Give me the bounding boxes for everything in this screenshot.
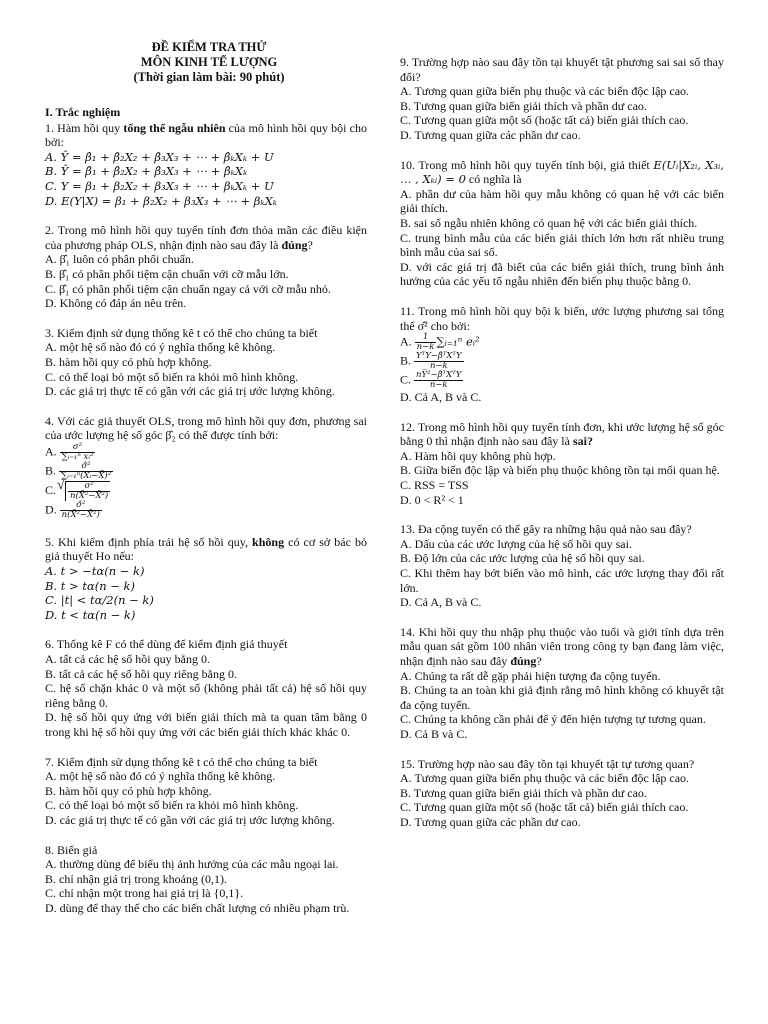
option-d: D. E(Y|X) = β₁ + β₂X₂ + β₃X₃ + ⋯ + βₖXₖ [45, 193, 277, 208]
question-3 [45, 326, 367, 399]
stem-text: 2. Trong mô hình hồi quy tuyến tính đơn thỏa mãn các điều kiện của phương pháp OLS, nhận định nào sau đây là [45, 223, 367, 252]
option-c: C. β̂₁ có phân phối tiệm cận chuẩn ngay cả với cỡ mẫu nhỏ. [45, 281, 331, 296]
option-b [45, 462, 367, 481]
option-d: D. Tương quan giữa các phần dư cao. [400, 814, 581, 829]
option-a: A. tất cả các hệ số hồi quy bằng 0. [45, 652, 210, 667]
denominator: ∑ᵢ₌₁ⁿ xᵢ² [61, 451, 94, 462]
stem-text: 5. Khi kiểm định phía trái hệ số hồi quy, [45, 534, 253, 549]
option-d: D. 0 < R² < 1 [400, 492, 464, 507]
option-c: C. có thể loại bỏ một số biến ra khỏi mô hình không. [45, 798, 299, 813]
option-b: B. Độ lớn của các ước lượng của hệ số hồi quy sai. [400, 551, 645, 566]
question-stem [45, 535, 367, 564]
option-c: C. RSS = TSS [400, 478, 469, 493]
option-c: C. trung bình mẫu của các biến giải thích lớn hơn rất nhiều trung bình mẫu của sai số. [400, 230, 724, 260]
option-a: A. t > −tα(n − k) [45, 564, 145, 579]
option-d: D. dùng để thay thế cho các biến chất lượng có nhiều phạm trù. [45, 900, 350, 915]
option-d: D. Cả B và C. [400, 726, 468, 741]
option-b: B. t > tα(n − k) [45, 578, 136, 593]
square-root [65, 481, 110, 501]
question-14 [400, 625, 724, 742]
option-d: D. các giá trị thực tế có gần với các giá trị ước lượng không. [45, 384, 335, 399]
option-a: A. Chúng ta rất dễ gặp phải hiện tượng đa cộng tuyến. [400, 668, 661, 683]
option-label: C. [45, 482, 57, 497]
question-4 [45, 414, 367, 520]
fraction [414, 352, 464, 371]
option-d: D. Cả A, B và C. [400, 390, 482, 405]
question-stem: 13. Đa cộng tuyến có thể gây ra những hậu quả nào sau đây? [400, 522, 692, 537]
fraction [415, 333, 437, 352]
question-6 [45, 637, 367, 739]
option-label: B. [45, 463, 57, 478]
option-a: A. β̂₁ luôn có phân phối chuẩn. [45, 252, 194, 267]
stem-emphasis: không [252, 534, 285, 549]
option-label: A. [45, 444, 57, 459]
stem-formula: E(Uᵢ|X₂ᵢ, X₃ᵢ, … , Xₖᵢ) = 0 [400, 157, 725, 187]
stem-emphasis: đúng [281, 237, 308, 252]
question-stem: 3. Kiểm định sử dụng thống kê t có thể cho chúng ta biết [45, 325, 318, 340]
denominator: n−k [416, 342, 435, 353]
option-a: A. thường dùng để biểu thị ảnh hưởng của các mẫu ngoại lai. [45, 857, 339, 872]
stem-text: có cơ sở bác bỏ giả thuyết Ho nếu: [45, 534, 367, 564]
option-c: C. Khi thêm hay bớt biến vào mô hình, các ước lượng thay đổi rất lớn. [400, 566, 724, 595]
question-13 [400, 522, 724, 610]
question-5 [45, 535, 367, 623]
option-b: B. hàm hồi quy có phù hợp không. [45, 783, 212, 798]
option-c [400, 371, 724, 390]
question-stem: 11. Trong mô hình hồi quy bội k biến, ước lượng phương sai tổng thể σ̂² cho bởi: [400, 303, 724, 333]
stem-emphasis: đúng [510, 654, 537, 668]
fraction [59, 462, 113, 481]
summation: ∑ᵢ₌₁ⁿ eᵢ² [436, 334, 480, 349]
stem-text: 14. Khi hồi quy thu nhập phụ thuộc vào tuổi và giới tính dựa trên mẫu quan sát gồm 100 nhân viên trong công ty bạn đang làm việc, nhận định nào sau đây [400, 624, 724, 668]
option-d: D. với các giá trị đã biết của các biến giải thích, trung bình ảnh hưởng của các yếu tố ngẫu nhiên đến biến phụ thuộc bằng 0. [400, 259, 724, 289]
stem-text: ? [307, 237, 313, 252]
denominator: n−k [414, 361, 464, 371]
option-b: B. sai số ngẫu nhiên không có quan hệ với các biến giải thích. [400, 215, 698, 230]
stem-emphasis: tổng thể ngẫu nhiên [123, 120, 226, 135]
option-b: B. chỉ nhận giá trị trong khoảng (0,1). [45, 871, 227, 886]
option-d: D. Tương quan giữa các phần dư cao. [400, 127, 581, 142]
option-d: D. các giá trị thực tế có gần với các giá trị ước lượng không. [45, 812, 335, 827]
option-label: C. [400, 372, 412, 387]
option-a: A. Ŷ = β̂₁ + β̂₂X₂ + β̂₃X₃ + ⋯ + β̂ₖXₖ + U [45, 149, 274, 164]
option-a [400, 333, 724, 352]
question-8 [45, 843, 367, 916]
option-d: D. hệ số hồi quy ứng với biến giải thích mà ta quan tâm bằng 0 trong khi hệ số hồi quy ứng với các biến giải thích khác khác 0. [45, 710, 367, 739]
question-9 [400, 55, 724, 143]
denominator: n(X̄²−X̄²) [70, 490, 109, 501]
option-c: C. có thể loại bỏ một số biến ra khỏi mô hình không. [45, 369, 299, 384]
numerator: σ² [72, 441, 83, 452]
option-c: C. Y = β₁ + β₂X₂ + β₃X₃ + ⋯ + βₖXₖ + U [45, 178, 274, 193]
right-column [400, 55, 724, 845]
question-stem [45, 121, 367, 150]
option-c: C. chỉ nhận một trong hai giá trị là {0,1}. [45, 886, 244, 901]
option-d: D. Không có đáp án nêu trên. [45, 296, 187, 311]
section-title: I. Trắc nghiệm [45, 105, 121, 119]
exam-subject: MÔN KINH TẾ LƯỢNG [140, 55, 278, 69]
numerator: YᵀY−β̂ᵀXᵀY [416, 351, 462, 362]
option-a: A. Tương quan giữa biến phụ thuộc và các biến độc lập cao. [400, 84, 690, 99]
exam-duration: (Thời gian làm bài: 90 phút) [133, 70, 285, 84]
option-b [400, 352, 724, 371]
fraction [60, 501, 102, 520]
question-stem: 15. Trường hợp nào sau đây tồn tại khuyết tật tự tương quan? [400, 756, 695, 771]
question-7 [45, 755, 367, 828]
fraction [68, 482, 110, 501]
option-b: B. β̂₁ có phân phối tiệm cận chuẩn với cỡ mẫu lớn. [45, 266, 289, 281]
numerator: 1 [422, 332, 429, 343]
option-b: B. Chúng ta an toàn khi giả định rằng mô hình không có khuyết tật đa cộng tuyến. [400, 683, 724, 712]
numerator: √ σ² [84, 480, 94, 491]
question-stem: 8. Biến giả [45, 842, 98, 857]
option-c: C. Tương quan giữa một số (hoặc tất cả) biến giải thích cao. [400, 113, 689, 128]
fraction [60, 443, 96, 462]
option-b: B. Ŷ = β̂₁ + β̂₂X₂ + β̂₃X₃ + ⋯ + β̂ₖXₖ [45, 164, 248, 179]
question-11 [400, 304, 724, 405]
stem-text: ? [536, 654, 542, 668]
option-d [45, 501, 367, 520]
denominator: n(X̄²−X̄²) [61, 509, 100, 520]
option-a: A. một hệ số nào đó có ý nghĩa thống kê không. [45, 340, 276, 355]
option-a: A. Tương quan giữa biến phụ thuộc và các biến độc lập cao. [400, 771, 690, 786]
question-15 [400, 757, 724, 830]
question-stem: 4. Với các giả thuyết OLS, trong mô hình hồi quy đơn, phương sai của ước lượng hệ số góc β̂₂ có thể được tính bởi: [45, 413, 367, 443]
exam-title: ĐỀ KIỂM TRA THỬ [151, 40, 267, 54]
option-a: A. một hệ số nào đó có ý nghĩa thống kê không. [45, 769, 276, 784]
option-c: C. hệ số chặn khác 0 và một số (không phải tất cả) hệ số hồi quy riêng bằng 0. [45, 681, 367, 710]
numerator: nY̅²−β̂ᵀXᵀY [416, 370, 462, 381]
exam-header [45, 40, 367, 85]
option-b: B. Tương quan giữa biến giải thích và phần dư cao. [400, 785, 647, 800]
stem-text: của mô hình hồi quy bội cho bởi: [45, 120, 367, 150]
question-stem [400, 625, 724, 669]
numerator: σ̂² [76, 499, 86, 510]
option-a: A. phần dư của hàm hồi quy mẫu không có quan hệ với các biến giải thích. [400, 186, 724, 216]
option-c [45, 481, 367, 501]
option-d: D. t < tα(n − k) [45, 607, 136, 622]
fraction [414, 371, 463, 390]
stem-text: có nghĩa là [465, 172, 522, 187]
question-stem [45, 223, 367, 252]
option-b: B. Giữa biến độc lập và biến phụ thuộc không tồn tại mối quan hệ. [400, 463, 720, 478]
stem-text: 12. Trong mô hình hồi quy tuyến tính đơn, khi ước lượng hệ số góc bằng 0 thì nhận định nào sau đây là [400, 419, 724, 449]
denominator: ∑ᵢ₌₁ⁿ(Xᵢ−X̄)² [61, 470, 112, 481]
stem-emphasis: sai? [572, 434, 593, 449]
question-2 [45, 223, 367, 311]
option-label: A. [400, 334, 412, 349]
option-d: D. Cả A, B và C. [400, 595, 482, 610]
option-label: B. [400, 353, 412, 368]
question-12 [400, 420, 724, 508]
denominator: n−k [414, 380, 463, 390]
stem-text: 10. Trong mô hình hồi quy tuyến tính bội, giả thiết [400, 157, 650, 172]
numerator: σ̂² [81, 460, 91, 471]
option-b: B. Tương quan giữa biến giải thích và phần dư cao. [400, 98, 647, 113]
question-stem: 9. Trường hợp nào sau đây tồn tại khuyết tật phương sai sai số thay đổi? [400, 55, 724, 84]
question-stem: 6. Thống kê F có thể dùng để kiểm định giả thuyết [45, 637, 288, 652]
option-b: B. tất cả các hệ số hồi quy riêng bằng 0. [45, 666, 237, 681]
stem-text: 1. Hàm hồi quy [45, 120, 124, 135]
question-stem: 7. Kiểm định sử dụng thống kê t có thể cho chúng ta biết [45, 754, 318, 769]
question-stem [400, 420, 724, 449]
option-a [45, 443, 367, 462]
option-c: C. Tương quan giữa một số (hoặc tất cả) biến giải thích cao. [400, 800, 689, 815]
option-a: A. Dấu của các ước lượng của hệ số hồi quy sai. [400, 536, 632, 551]
option-c: C. Chúng ta không cần phải để ý đến hiện tượng tự tương quan. [400, 712, 706, 727]
question-1 [45, 121, 367, 209]
question-stem [400, 158, 724, 187]
option-label: D. [45, 502, 57, 517]
option-b: B. hàm hồi quy có phù hợp không. [45, 354, 212, 369]
question-10 [400, 158, 724, 289]
option-a: A. Hàm hồi quy không phù hợp. [400, 448, 556, 463]
option-c: C. |t| < tα/2(n − k) [45, 593, 154, 608]
left-column [45, 40, 367, 931]
